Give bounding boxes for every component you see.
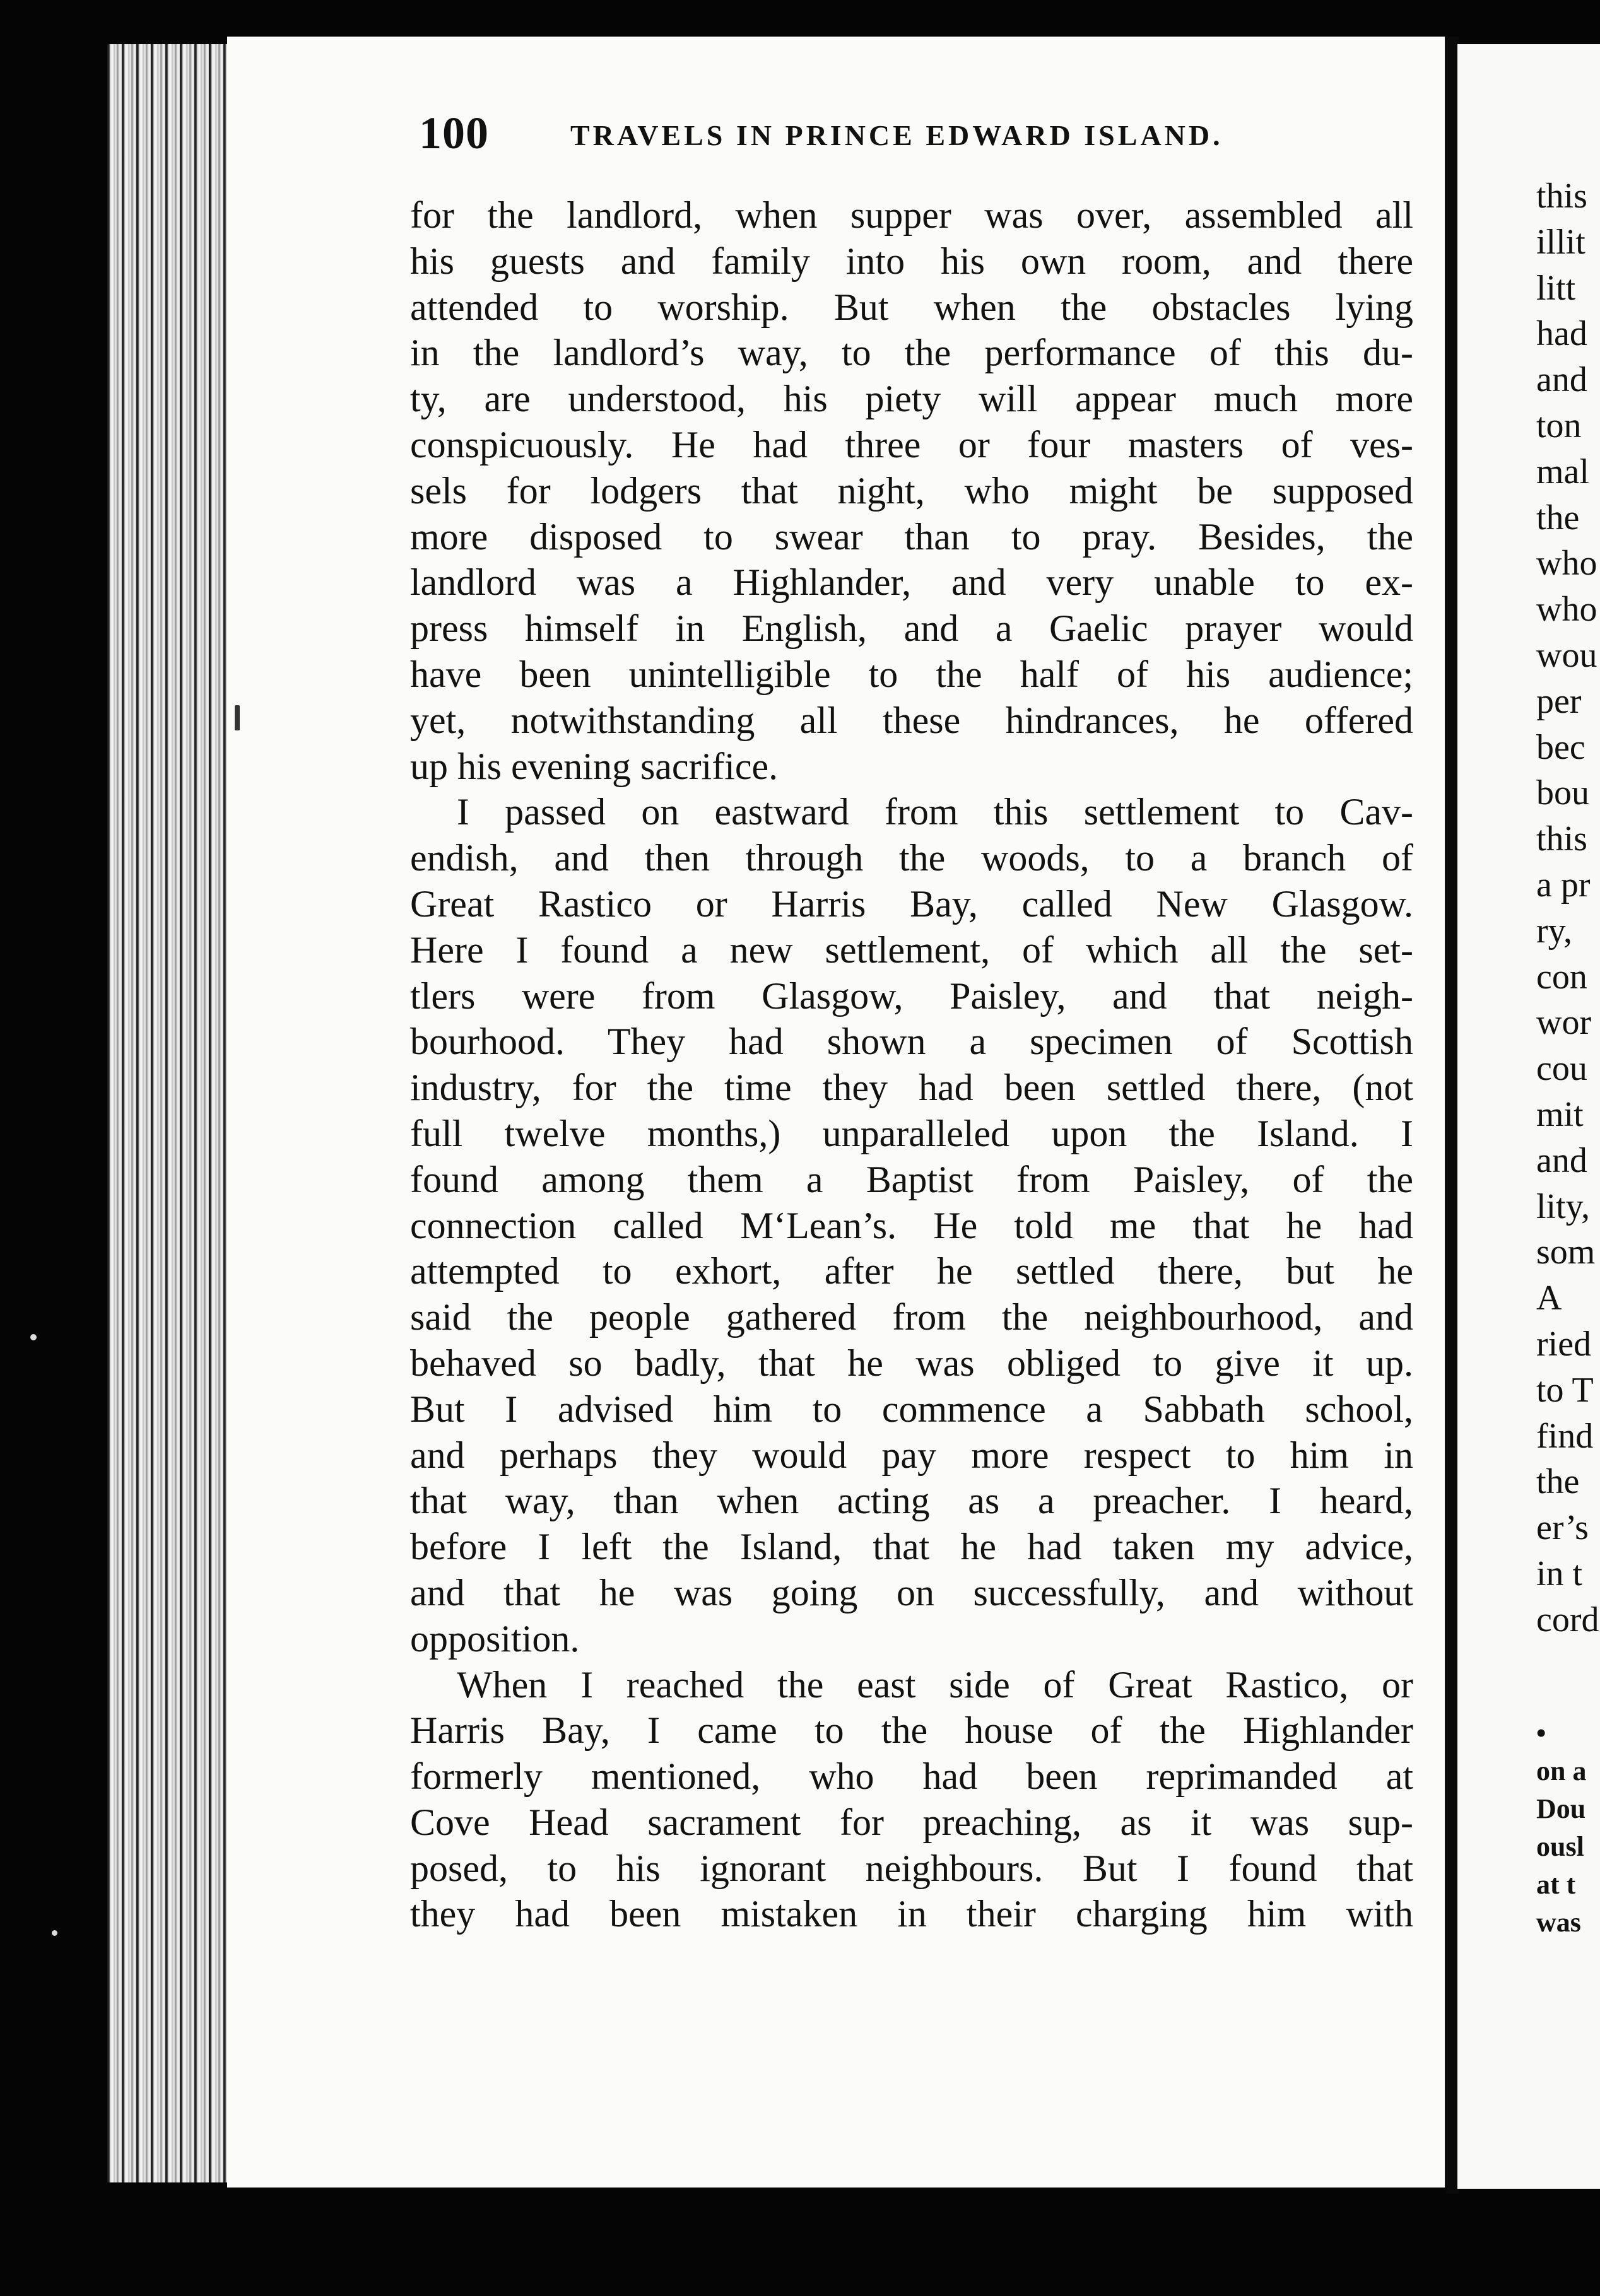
text-line: landlord was a Highlander, and very unable to ex- — [410, 561, 1413, 604]
facing-text-line: find — [1536, 1416, 1594, 1456]
text-line: connection called M‘Lean’s. He told me that he had — [410, 1204, 1413, 1246]
text-line: tlers were from Glasgow, Paisley, and that neigh- — [410, 975, 1413, 1017]
facing-text-line: con — [1536, 957, 1587, 997]
facing-text-line: and — [1536, 360, 1587, 400]
text-line: Great Rastico or Harris Bay, called New Glasgow. — [410, 882, 1413, 925]
text-line: yet, notwithstanding all these hindrances, he offered — [410, 699, 1413, 741]
text-line: When I reached the east side of Great Rastico, or — [457, 1663, 1413, 1706]
facing-text-line: to T — [1536, 1370, 1594, 1410]
text-line: they had been mistaken in their charging him with — [410, 1893, 1413, 1935]
text-line: full twelve months,) unparalleled upon the Island. I — [410, 1112, 1413, 1154]
facing-text-line: som — [1536, 1233, 1596, 1272]
facing-text-line: this — [1536, 819, 1587, 859]
facing-text-line: had — [1536, 314, 1587, 354]
facing-text-line: cord — [1536, 1600, 1599, 1639]
text-line: attempted to exhort, after he settled there, but he — [410, 1250, 1413, 1292]
text-line: in the landlord’s way, to the performance of this du- — [410, 332, 1413, 374]
text-line: behaved so badly, that he was obliged to give it up. — [410, 1342, 1413, 1384]
body-text — [410, 192, 1413, 1937]
text-line: opposition. — [410, 1617, 580, 1660]
facing-text-line: a pr — [1536, 865, 1591, 905]
text-line: before I left the Island, that he had taken my advice, — [410, 1526, 1413, 1568]
text-line: industry, for the time they had been settled there, (not — [410, 1067, 1413, 1109]
text-line: and perhaps they would pay more respect to him in — [410, 1434, 1413, 1476]
facing-text-line: litt — [1536, 268, 1576, 308]
page-edges — [107, 44, 240, 2182]
text-line: sels for lodgers that night, who might be supposed — [410, 469, 1413, 512]
facing-text-line: the — [1536, 1462, 1580, 1502]
text-line: found among them a Baptist from Paisley, of the — [410, 1158, 1413, 1200]
running-head — [419, 107, 1422, 170]
text-line: I passed on eastward from this settlement to Cav- — [457, 791, 1413, 833]
text-line: conspicuously. He had three or four masters of ves- — [410, 423, 1413, 466]
text-line: up his evening sacrifice. — [410, 745, 779, 787]
facing-note-line: was — [1536, 1907, 1581, 1938]
text-line: posed, to his ignorant neighbours. But I found that — [410, 1847, 1413, 1889]
facing-note-line: on a — [1536, 1755, 1587, 1786]
scan-speck — [52, 1930, 57, 1936]
facing-text-line: wor — [1536, 1003, 1592, 1043]
text-line: attended to worship. But when the obstacles lying — [410, 286, 1413, 328]
text-line: ty, are understood, his piety will appear much more — [410, 378, 1413, 420]
facing-text-line: the — [1536, 498, 1580, 537]
facing-text-line: lity, — [1536, 1186, 1591, 1226]
text-line: Harris Bay, I came to the house of the Highlander — [410, 1709, 1413, 1752]
page-number: 100 — [419, 108, 489, 158]
text-line: for the landlord, when supper was over, assembled all — [410, 194, 1413, 236]
text-line: Here I found a new settlement, of which all the set- — [410, 928, 1413, 971]
text-line: and that he was going on successfully, and without — [410, 1571, 1413, 1614]
text-line: press himself in English, and a Gaelic prayer would — [410, 607, 1413, 650]
facing-page-text — [1536, 173, 1600, 1643]
facing-text-line: ry, — [1536, 911, 1573, 951]
text-line: But I advised him to commence a Sabbath school, — [410, 1388, 1413, 1430]
facing-text-line: ried — [1536, 1324, 1592, 1364]
gutter — [1446, 37, 1459, 2194]
facing-text-line: in t — [1536, 1554, 1583, 1593]
running-title: TRAVELS IN PRINCE EDWARD ISLAND. — [570, 119, 1223, 151]
facing-text-line: who — [1536, 590, 1597, 630]
facing-text-line: who — [1536, 544, 1597, 583]
facing-text-line: this — [1536, 177, 1587, 216]
scan-speck — [235, 705, 240, 730]
facing-text-line: bec — [1536, 727, 1585, 767]
text-line: that way, than when acting as a preacher. I heard, — [410, 1480, 1413, 1522]
facing-note-line: • — [1536, 1718, 1546, 1748]
text-line: Cove Head sacrament for preaching, as it was sup- — [410, 1801, 1413, 1843]
facing-note-line: Dou — [1536, 1793, 1586, 1824]
facing-page-footnotes — [1536, 1714, 1600, 1942]
facing-text-line: ton — [1536, 406, 1582, 445]
text-line: formerly mentioned, who had been reprimanded at — [410, 1755, 1413, 1798]
facing-text-line: cou — [1536, 1049, 1587, 1089]
text-line: endish, and then through the woods, to a branch of — [410, 837, 1413, 879]
facing-text-line: A — [1536, 1279, 1562, 1318]
facing-text-line: mit — [1536, 1094, 1584, 1134]
text-line: more disposed to swear than to pray. Besides, the — [410, 515, 1413, 558]
facing-note-line: ousl — [1536, 1831, 1584, 1862]
text-line: bourhood. They had shown a specimen of Scottish — [410, 1021, 1413, 1063]
scan-speck — [30, 1334, 37, 1340]
text-line: said the people gathered from the neighbourhood, and — [410, 1296, 1413, 1338]
text-line: have been unintelligible to the half of his audience; — [410, 653, 1413, 695]
facing-text-line: mal — [1536, 452, 1589, 491]
facing-text-line: wou — [1536, 635, 1597, 675]
facing-text-line: per — [1536, 681, 1582, 721]
facing-text-line: illit — [1536, 222, 1585, 262]
facing-text-line: bou — [1536, 773, 1589, 813]
facing-note-line: at t — [1536, 1869, 1576, 1900]
facing-text-line: and — [1536, 1140, 1587, 1180]
text-line: his guests and family into his own room, and there — [410, 240, 1413, 282]
facing-text-line: er’s — [1536, 1508, 1589, 1548]
